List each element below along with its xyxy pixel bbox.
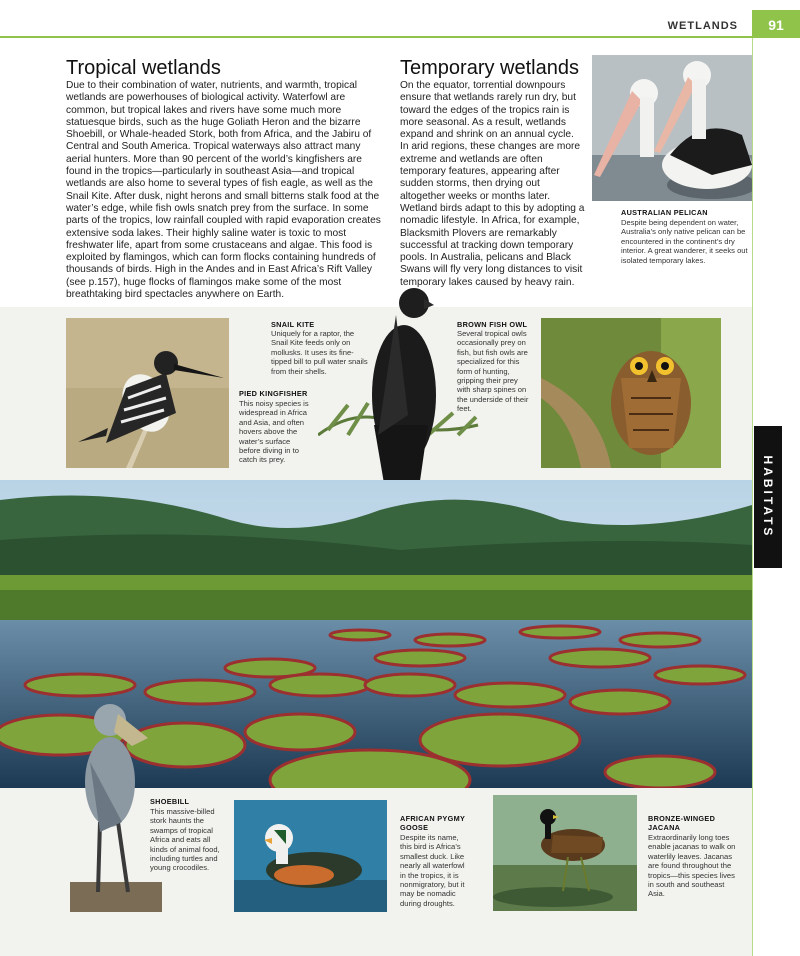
shoebill-caption-title: SHOEBILL (150, 797, 190, 806)
fish-owl-caption-text: Several tropical owls occasionally prey on fish, but fish owls are specialized for this form of hunting, gripping their prey with sharp spines on the underside of their feet. (457, 329, 529, 414)
pygmy-goose-photo (234, 800, 387, 912)
pygmy-goose-caption-title: AFRICAN PYGMY GOOSE (400, 814, 465, 832)
pygmy-goose-caption-text: Despite its name, this bird is Africa’s smallest duck. Like nearly all waterfowl in the tropics, it is nonmigratory, but it may be nomadic during droughts. (400, 833, 465, 908)
temporary-body: On the equator, torrential downpours ensure that wetlands rarely run dry, but toward the edges of the tropics rain is more seasonal. As a result, wetlands expand and shrink on an annual cycle. In arid regions, these changes are more extreme and wetlands are often temporary features, appearing after sudden storms, then drying out altogether weeks or months later. Wetland birds adapt to this by adopting a nomadic lifestyle. In Africa, for example, Blacksmith Plovers are remarkably successful at tracking down temporary pools. In Australia, pelicans and Black Swans will fly very long distances to visit temporary lakes caused by heavy rain. (400, 80, 585, 288)
snail-kite-caption-text: Uniquely for a raptor, the Snail Kite feeds only on mollusks. It uses its fine-tipped bill to pull water snails from their shells. (271, 329, 368, 376)
pelican-photo (592, 55, 752, 201)
jacana-caption-text: Extraordinarily long toes enable jacanas to walk on waterlily leaves. Jacanas are found throughout the tropics—this species lives in south and southeast Asia. (648, 833, 736, 899)
kingfisher-photo (66, 318, 229, 468)
fish-owl-photo (541, 318, 721, 468)
side-rule (752, 38, 753, 956)
temporary-heading: Temporary wetlands (400, 57, 579, 79)
pelican-caption-text: Despite being dependent on water, Australia’s only native pelican can be encountered in the continent’s dry interior. A great wanderer, it seeks out isolated temporary lakes. (621, 218, 748, 265)
fish-owl-caption-title: BROWN FISH OWL (457, 320, 528, 329)
tropical-heading: Tropical wetlands (66, 57, 221, 79)
shoebill-photo (70, 692, 162, 912)
shoebill-caption-text: This massive-billed stork haunts the swamps of tropical Africa and eats all kinds of animal food, including turtles and young crocodiles. (150, 807, 220, 873)
pelican-caption-title: AUSTRALIAN PELICAN (621, 208, 708, 217)
jacana-caption-title: BRONZE-WINGED JACANA (648, 814, 716, 832)
habitats-tab-label: HABITATS (761, 455, 775, 539)
running-head: WETLANDS (667, 20, 738, 32)
jacana-photo (493, 795, 637, 911)
snail-kite-photo (318, 285, 480, 500)
header-rule (0, 36, 800, 38)
tropical-body: Due to their combination of water, nutrients, and warmth, tropical wetlands are powerhouses of biological activity. Waterfowl are common, but tropical lakes and rivers have some much more statuesque birds, such as the huge Goliath Heron and the bizarre Shoebill, or Whale-headed Stork, both from Africa, and the Jabiru of Central and South America. Tropical waterways also attract many aerial hunters. More than 90 percent of the world’s kingfishers are found in the tropics—particularly in southeast Asia—and tropical wetlands are also home to several types of fish eagle, as well as the Snail Kite. After dusk, night herons and small bitterns stalk food at the water’s edge, while fish owls snatch prey from the surface. In some parts of the tropics, low rainfall coupled with rapid evaporation creates extensive soda lakes. Their highly saline water is toxic to most freshwater life, apart from some crustaceans and algae. This food is exploited by flamingos, which can form flocks containing hundreds of thousands of birds. High in the Andes and in East Africa’s Rift Valley (see p.157), huge flocks of flamingos make some of the most breathtaking bird spectacles anywhere on Earth. (66, 80, 381, 301)
page-number: 91 (752, 10, 800, 38)
kingfisher-caption-text: This noisy species is widespread in Africa and Asia, and often hovers above the water’s surface before diving in to catch its prey. (239, 399, 309, 465)
habitats-tab (754, 426, 782, 568)
kingfisher-caption-title: PIED KINGFISHER (239, 389, 308, 398)
snail-kite-caption-title: SNAIL KITE (271, 320, 315, 329)
